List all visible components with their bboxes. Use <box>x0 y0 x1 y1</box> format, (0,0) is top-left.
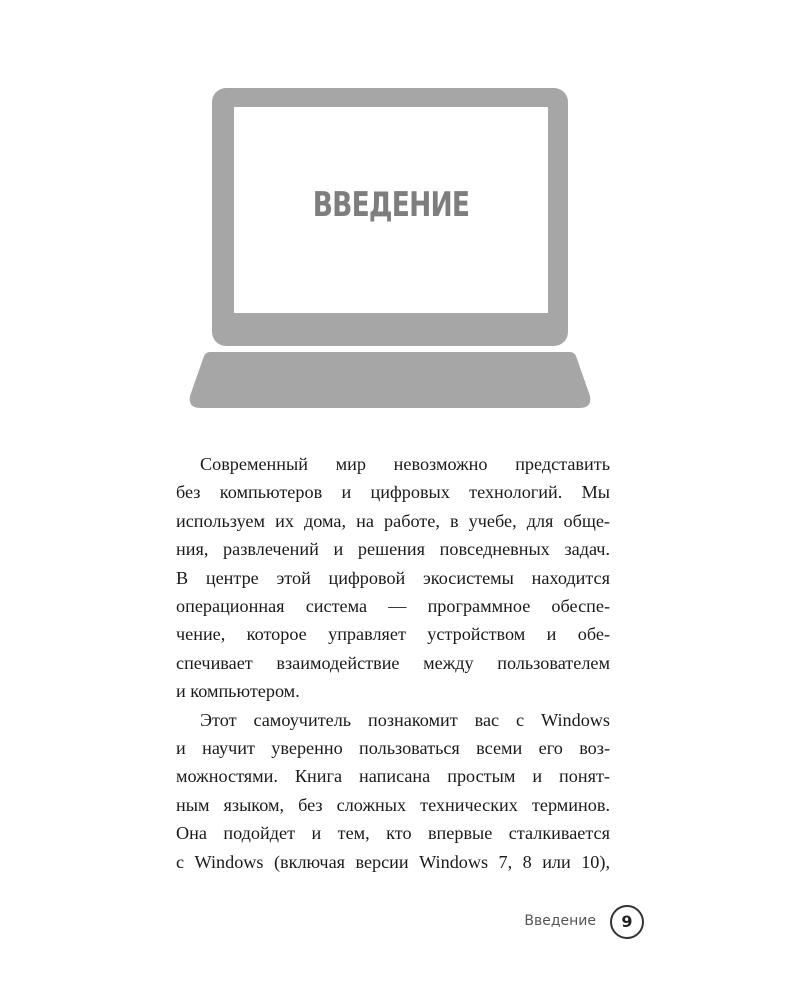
text-line: спечивает взаимодействие между пользователем <box>176 652 610 673</box>
text-line: с Windows (включая версии Windows 7, 8 или 10), <box>176 851 610 872</box>
text-line: В центре этой цифровой экосистемы находится <box>176 567 610 588</box>
text-line: Современный мир невозможно представить <box>200 454 610 474</box>
text-line: чение, которое управляет устройством и обе- <box>176 624 610 645</box>
text-line: и компьютером. <box>176 681 300 702</box>
page-number: 9 <box>610 905 644 939</box>
text-line: ным языком, без сложных технических терминов. <box>176 794 610 815</box>
running-footer-section: Введение <box>524 913 596 929</box>
laptop-base <box>190 352 591 408</box>
text-line: операционная система — программное обеспе- <box>176 596 610 617</box>
text-line: Она подойдет и тем, кто впервые сталкивается <box>176 823 610 844</box>
text-line: и научит уверенно пользоваться всеми его воз- <box>176 738 610 759</box>
text-line: Этот самоучитель познакомит вас с Windows <box>200 709 610 730</box>
text-line: используем их дома, на работе, в учебе, для обще- <box>176 510 610 531</box>
chapter-title: ВВЕДЕНИЕ <box>312 185 470 225</box>
text-line: можностями. Книга написана простым и понят- <box>176 766 610 787</box>
text-line: ния, развлечений и решения повседневных задач. <box>176 539 610 560</box>
body-text <box>176 450 610 876</box>
text-line: без компьютеров и цифровых технологий. Мы <box>176 482 610 503</box>
